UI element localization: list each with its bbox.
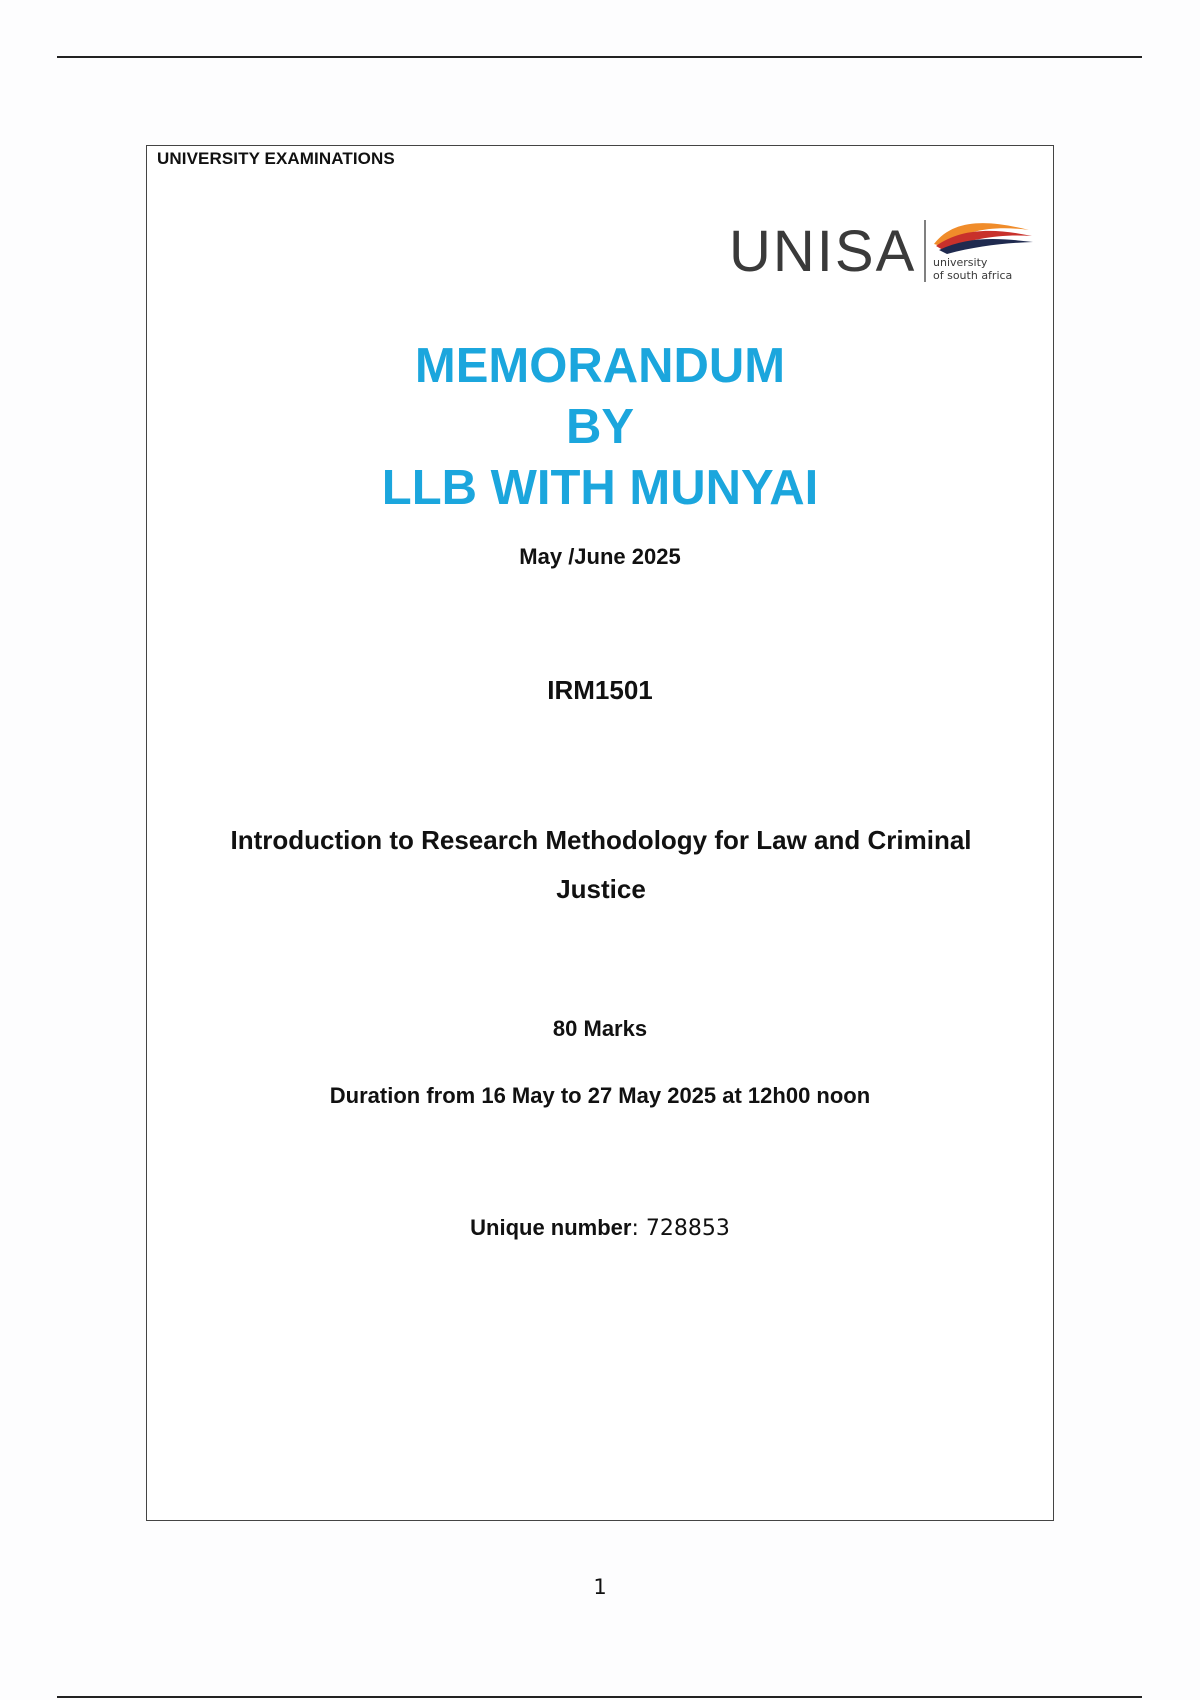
university-examinations-label: UNIVERSITY EXAMINATIONS — [157, 149, 395, 168]
unique-number-label: Unique number — [470, 1215, 632, 1240]
unique-number-row — [147, 1215, 1053, 1241]
page-number: 1 — [593, 1575, 607, 1599]
module-name: Introduction to Research Methodology for Law and Criminal Justice — [230, 825, 972, 904]
logo-wordmark: UNISA — [729, 219, 917, 284]
title-line-1: MEMORANDUM — [414, 339, 786, 393]
logo-tagline-line1: university — [933, 256, 988, 269]
bottom-rule — [57, 1696, 1142, 1698]
exam-duration: Duration from 16 May to 27 May 2025 at 12h00 noon — [329, 1083, 871, 1108]
title-line-3: LLB WITH MUNYAI — [381, 461, 819, 515]
exam-period: May /June 2025 — [519, 544, 681, 569]
logo-tagline-line2: of south africa — [933, 269, 1013, 282]
unique-number-value: : 728853 — [631, 1216, 730, 1241]
total-marks: 80 Marks — [552, 1016, 648, 1041]
logo-flag-icon — [934, 223, 1033, 254]
memorandum-title — [147, 336, 1053, 519]
module-code: IRM1501 — [547, 675, 653, 705]
top-rule — [57, 56, 1142, 58]
unisa-logo — [729, 216, 1039, 286]
title-line-2: BY — [565, 400, 635, 454]
exam-cover-box — [146, 145, 1054, 1521]
